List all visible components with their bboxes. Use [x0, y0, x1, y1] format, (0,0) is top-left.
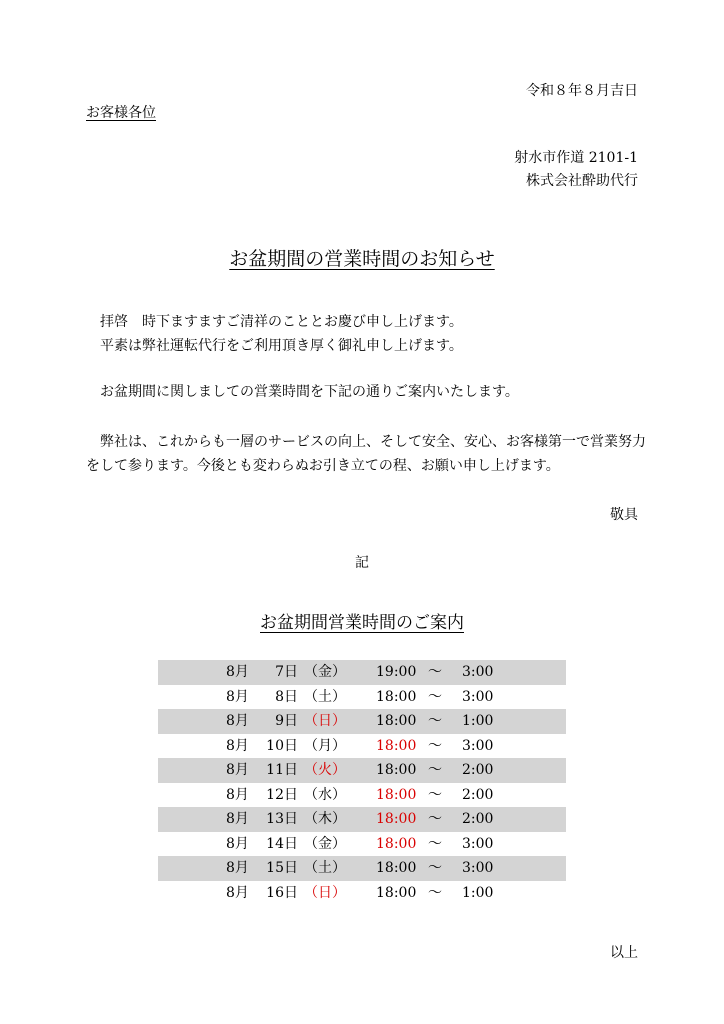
schedule-end-time: 3:00 — [462, 664, 494, 680]
schedule-range-separator: ～ — [428, 786, 442, 803]
schedule-end-time: 3:00 — [462, 688, 494, 705]
greeting-paragraph — [86, 310, 646, 358]
greeting-line-2: 平素は弊社運転代行をご利用頂き厚く御礼申し上げます。 — [100, 338, 463, 354]
schedule-month: 8月 — [226, 664, 249, 680]
schedule-row — [158, 832, 566, 857]
schedule-day: 15日 — [266, 860, 298, 876]
schedule-range-separator: ～ — [428, 811, 442, 827]
schedule-weekday: （土） — [304, 688, 346, 705]
schedule-end-time: 1:00 — [462, 884, 494, 901]
schedule-end-time: 3:00 — [462, 835, 494, 852]
schedule-start-time: 18:00 — [376, 811, 417, 827]
schedule-weekday: （水） — [304, 786, 346, 803]
commitment-paragraph — [86, 430, 646, 478]
schedule-start-time: 18:00 — [376, 884, 417, 901]
schedule-start-time: 18:00 — [376, 737, 417, 754]
schedule-month: 8月 — [226, 762, 249, 778]
schedule-start-time: 18:00 — [376, 713, 417, 729]
schedule-month: 8月 — [226, 835, 249, 852]
schedule-month: 8月 — [226, 884, 249, 901]
schedule-month: 8月 — [226, 860, 249, 876]
schedule-month: 8月 — [226, 688, 249, 705]
schedule-range-separator: ～ — [428, 688, 442, 705]
schedule-end-time: 3:00 — [462, 737, 494, 754]
schedule-row — [158, 783, 566, 808]
schedule-end-time: 2:00 — [462, 786, 494, 803]
schedule-row — [158, 709, 566, 734]
schedule-row — [158, 881, 566, 906]
schedule-row — [158, 758, 566, 783]
schedule-end-time: 2:00 — [462, 811, 494, 827]
schedule-month: 8月 — [226, 786, 249, 803]
schedule-range-separator: ～ — [428, 713, 442, 729]
commitment-text: 弊社は、これからも一層のサービスの向上、そして安全、安心、お客様第一で営業努力をして参ります。今後とも変わらぬお引き立ての程、お願い申し上げます。 — [86, 434, 646, 474]
schedule-weekday: （土） — [304, 860, 346, 876]
schedule-range-separator: ～ — [428, 664, 442, 680]
schedule-weekday: （金） — [304, 664, 346, 680]
schedule-range-separator: ～ — [428, 860, 442, 876]
schedule-month: 8月 — [226, 811, 249, 827]
schedule-weekday: （火） — [304, 762, 346, 778]
page-title: お盆期間の営業時間のお知らせ — [229, 248, 495, 270]
schedule-month: 8月 — [226, 713, 249, 729]
schedule-weekday: （日） — [304, 713, 346, 729]
closing-ijo: 以上 — [610, 945, 638, 961]
schedule-range-separator: ～ — [428, 737, 442, 754]
greeting-line-1: 拝啓 時下ますますご清祥のこととお慶び申し上げます。 — [100, 314, 463, 330]
schedule-range-separator: ～ — [428, 762, 442, 778]
schedule-range-separator: ～ — [428, 835, 442, 852]
schedule-row — [158, 734, 566, 759]
schedule-day: 16日 — [266, 884, 298, 901]
schedule-row — [158, 807, 566, 832]
announcement-paragraph — [86, 380, 646, 404]
schedule-day: 11日 — [266, 762, 298, 778]
recipient: お客様各位 — [86, 105, 156, 121]
schedule-weekday: （日） — [304, 884, 346, 901]
announcement-line: お盆期間に関しましての営業時間を下記の通りご案内いたします。 — [100, 384, 519, 400]
schedule-title: お盆期間営業時間のご案内 — [260, 613, 464, 633]
schedule-day: 8日 — [275, 688, 298, 705]
schedule-weekday: （月） — [304, 737, 346, 754]
schedule-day: 7日 — [275, 664, 298, 680]
schedule-start-time: 19:00 — [376, 664, 417, 680]
schedule-day: 13日 — [266, 811, 298, 827]
schedule-end-time: 1:00 — [462, 713, 494, 729]
schedule-start-time: 18:00 — [376, 762, 417, 778]
schedule-start-time: 18:00 — [376, 835, 417, 852]
schedule-row — [158, 856, 566, 881]
sender-address: 射水市作道 2101-1 — [514, 150, 638, 166]
schedule-row — [158, 660, 566, 685]
closing-salutation: 敬具 — [610, 507, 638, 523]
schedule-table — [158, 660, 566, 905]
ki-marker: 記 — [355, 555, 369, 571]
schedule-range-separator: ～ — [428, 884, 442, 901]
schedule-day: 12日 — [266, 786, 298, 803]
schedule-start-time: 18:00 — [376, 688, 417, 705]
schedule-start-time: 18:00 — [376, 860, 417, 876]
schedule-end-time: 2:00 — [462, 762, 494, 778]
schedule-day: 14日 — [266, 835, 298, 852]
schedule-start-time: 18:00 — [376, 786, 417, 803]
schedule-end-time: 3:00 — [462, 860, 494, 876]
sender-company: 株式会社酔助代行 — [526, 173, 638, 189]
schedule-day: 9日 — [275, 713, 298, 729]
schedule-month: 8月 — [226, 737, 249, 754]
schedule-weekday: （木） — [304, 811, 346, 827]
schedule-row — [158, 685, 566, 710]
schedule-day: 10日 — [266, 737, 298, 754]
issue-date: 令和８年８月吉日 — [526, 83, 638, 99]
schedule-weekday: （金） — [304, 835, 346, 852]
